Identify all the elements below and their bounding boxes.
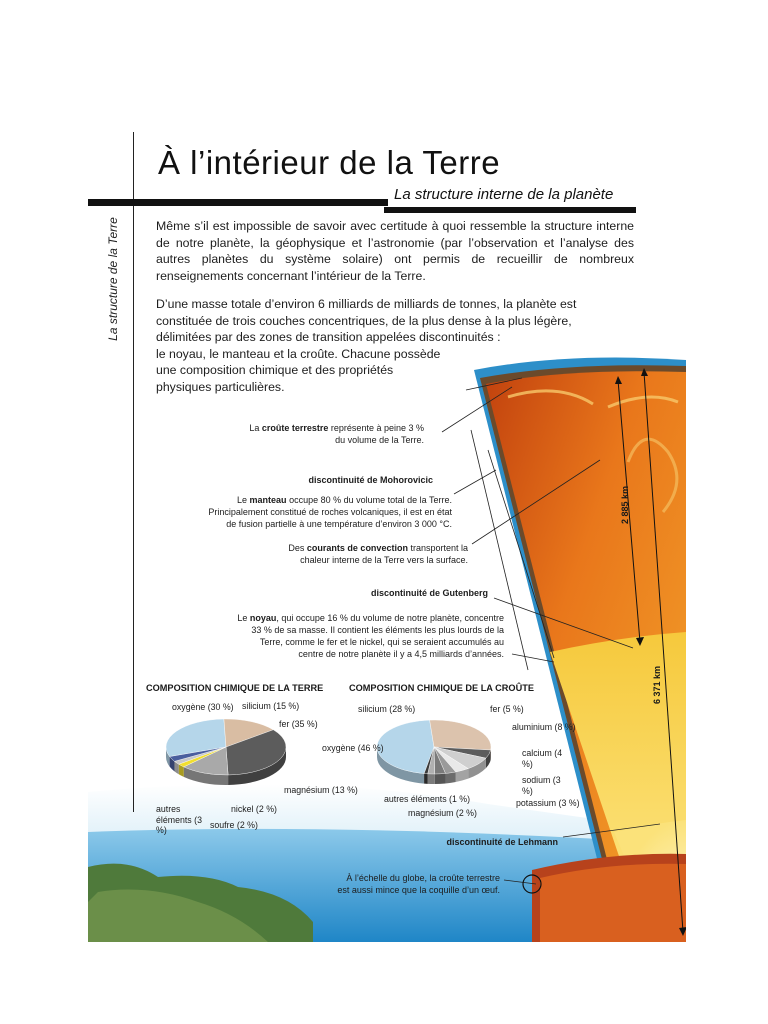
label-earth-oxygene: oxygène (30 %) bbox=[172, 702, 234, 712]
pie-earth-title: COMPOSITION CHIMIQUE DE LA TERRE bbox=[146, 683, 324, 693]
caption-noyau: Le noyau, qui occupe 16 % du volume de notre planète, concentre 33 % de sa masse. Il contient les éléments les plus lourds de la Terre, comme le fer et le nickel, qui se seraient accumulés au centre de notre planète il y a 4,5 milliards d’années. bbox=[237, 613, 504, 659]
pie-slice-silicium bbox=[430, 720, 491, 750]
vertical-rule bbox=[133, 132, 134, 812]
intro-paragraph-2: D’une masse totale d’environ 6 milliards de milliards de tonnes, la planète est constituée de trois couches concentriques, de la plus dense à la plus légère, délimitées par des zones de transition appelées discontinuités : le noyau, le manteau et la croûte. Chacune possède une composition chimique et des propriétés physiques particulières. bbox=[156, 297, 577, 394]
label-crust-oxygene: oxygène (46 %) bbox=[322, 743, 384, 753]
caption-gutenberg: discontinuité de Gutenberg bbox=[370, 588, 488, 598]
page-subtitle: La structure interne de la planète bbox=[394, 186, 614, 203]
intro-paragraph-1: Même s’il est impossible de savoir avec certitude à quoi ressemble la structure interne de notre planète, la géophysique et l’astronomie (par l’observation et l’analyse des autres planètes du système solaire) ont permis de recueillir de nombreux renseignements concernant l’intérieur de la Terre. bbox=[156, 219, 634, 283]
caption-lehmann: discontinuité de Lehmann bbox=[446, 837, 558, 847]
label-crust-magnesium: magnésium (2 %) bbox=[408, 808, 477, 818]
pie-side-magnésium bbox=[428, 774, 435, 784]
pie-crust-title: COMPOSITION CHIMIQUE DE LA CROÛTE bbox=[349, 683, 534, 693]
label-earth-soufre: soufre (2 %) bbox=[210, 820, 258, 830]
label-crust-sodium: sodium (3 %) bbox=[522, 775, 561, 796]
pie-side-autres éléments bbox=[424, 774, 428, 784]
pie-side-potassium bbox=[435, 773, 446, 784]
label-crust-fer: fer (5 %) bbox=[490, 704, 524, 714]
pie-chart-crust bbox=[374, 717, 506, 789]
subtitle-rule bbox=[384, 207, 636, 213]
label-earth-fer: fer (35 %) bbox=[279, 719, 318, 729]
document-page bbox=[88, 132, 686, 942]
label-earth-magnesium: magnésium (13 %) bbox=[284, 785, 358, 795]
label-earth-silicium: silicium (15 %) bbox=[242, 701, 300, 711]
label-crust-calcium: calcium (4 %) bbox=[522, 748, 563, 769]
page-title: À l’intérieur de la Terre bbox=[158, 144, 501, 181]
caption-courants: Des courants de convection transportent la chaleur interne de la Terre vers la surface. bbox=[288, 543, 468, 565]
label-crust-aluminium: aluminium (8 %) bbox=[512, 722, 576, 732]
caption-mohorovicic: discontinuité de Mohorovicic bbox=[308, 475, 433, 485]
title-rule bbox=[88, 199, 388, 206]
caption-croute: La croûte terrestre représente à peine 3 % du volume de la Terre. bbox=[249, 423, 424, 445]
label-crust-potassium: potassium (3 %) bbox=[516, 798, 580, 808]
pie-side-sodium bbox=[445, 772, 455, 783]
label-crust-silicium: silicium (28 %) bbox=[358, 704, 416, 714]
label-earth-nickel: nickel (2 %) bbox=[231, 804, 277, 814]
label-earth-autres: autres éléments (3 %) bbox=[156, 804, 202, 835]
dimension-mantle: 2 885 km bbox=[620, 485, 631, 525]
dimension-radius: 6 371 km bbox=[652, 665, 663, 705]
caption-manteau: Le manteau occupe 80 % du volume total de la Terre. Principalement constitué de roches volcaniques, il est en état de fusion partielle à une température d’environ 3 000 °C. bbox=[208, 495, 452, 529]
side-label: La structure de la Terre bbox=[106, 217, 120, 341]
label-crust-autres: autres éléments (1 %) bbox=[384, 794, 471, 804]
caption-echelle: À l’échelle du globe, la croûte terrestre est aussi mince que la coquille d’un œuf. bbox=[337, 873, 500, 895]
